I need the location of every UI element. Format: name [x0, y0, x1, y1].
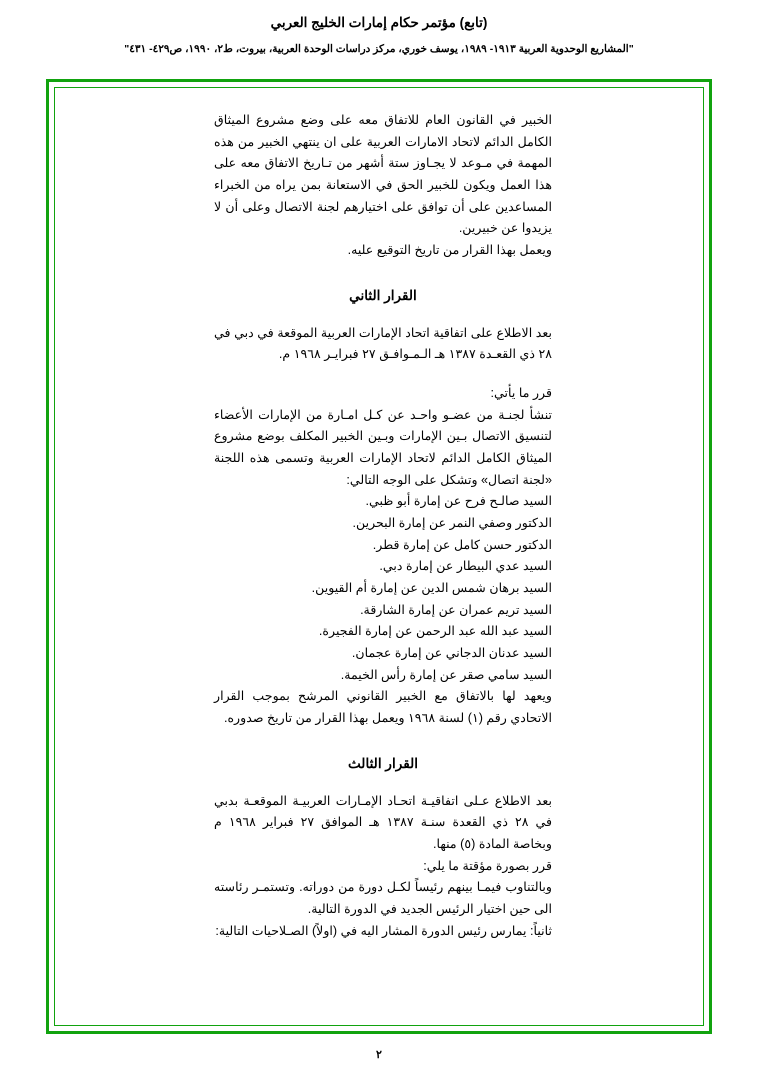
list-item: السيد تريم عمران عن إمارة الشارقة.	[360, 602, 552, 617]
page-title: (تابع) مؤتمر حكام إمارات الخليج العربي	[270, 15, 488, 30]
decision-three-heading: القرار الثالث	[347, 755, 419, 771]
document-body	[46, 110, 712, 942]
decision-two-preamble: بعد الاطلاع على اتفاقية اتحاد الإمارات العربية الموقعة في دبي في ٢٨ ذي القعـدة ١٣٨٧ هـ الـمـوافـق ٢٧ فبرايـر ١٩٦٨ م.	[214, 325, 552, 362]
list-item: السيد عدنان الدجاني عن إمارة عجمان.	[351, 645, 552, 660]
decision-three-lead: قرر بصورة مؤقتة ما يلي:	[423, 858, 552, 873]
decision-two-lead: قرر ما يأتي:	[490, 386, 552, 401]
decision-two-heading: القرار الثاني	[349, 287, 417, 303]
list-item: الدكتور حسن كامل عن إمارة قطر.	[372, 537, 552, 552]
decision-three-item-two: ثانياً: يمارس رئيس الدورة المشار اليه في (اولاً) الصـلاحيات التالية:	[215, 923, 552, 938]
list-item: السيد سامي صقر عن إمارة رأس الخيمة.	[340, 667, 552, 682]
list-item: الدكتور وصفي النمر عن إمارة البحرين.	[352, 515, 552, 530]
page-number: ٢	[376, 1049, 382, 1061]
list-item: السيد صالـح فرح عن إمارة أبو ظبي.	[365, 494, 552, 509]
decision-two-body: تنشأ لجنـة من عضـو واحـد عن كـل امـارة من الإمارات الأعضاء لتنسيق الاتصال بـين الإمارات وبـين الخبير المكلف بوضع مشروع الميثاق الكامل الدائم لاتحاد الإمارات العربية وتسمى هذه اللجنة «لجنة اتصال» وتشكل على الوجه التالي:	[214, 407, 552, 487]
page-header	[0, 0, 758, 57]
decision-three-preamble: بعد الاطلاع عـلى اتفاقيـة اتحـاد الإمـارات العربيـة الموقعـة بدبي في ٢٨ ذي القعدة سنـة ١٣٨٧ هـ الموافق ٢٧ فبراير ١٩٦٨ م وبخاصة المادة (٥) منها.	[214, 793, 553, 851]
source-citation: "المشاريع الوحدوية العربية ١٩١٣- ١٩٨٩، يوسف خوري، مركز دراسات الوحدة العربية، بيروت، ط٢، ١٩٩٠، ص٤٢٩- ٤٣١"	[124, 42, 634, 55]
committee-member-list	[214, 491, 552, 686]
intro-paragraph-close: ويعمل بهذا القرار من تاريخ التوقيع عليه.	[347, 242, 552, 257]
intro-paragraph: الخبير في القانون العام للاتفاق معه على وضع مشروع الميثاق الكامل الدائم لاتحاد الامارات العربية على ان ينتهي الخبير من هذه المهمة في مـوعد لا يجـاوز ستة أشهر من تـاريخ الاتفاق معه على هذا العمل ويكون للخبير الحق في الاستعانة بمن يراه من الخبراء المساعدين على أن توافق على اختيارهم لجنة الاتصال وعلى أن لا يزيدوا عن خبيرين.	[214, 113, 552, 236]
list-item: السيد عبد الله عبد الرحمن عن إمارة الفجيرة.	[318, 624, 552, 639]
list-item: السيد عدي البيطار عن إمارة دبي.	[379, 559, 552, 574]
decision-three-item-one: وبالتناوب فيمـا بينهم رئيساً لكـل دورة من دوراته. وتستمـر رئاسته الى حين اختيار الرئيس الجديد في الدورة التالية.	[214, 880, 552, 916]
decision-two-closing: ويعهد لها بالاتفاق مع الخبير القانوني المرشح بموجب القرار الاتحادي رقم (١) لسنة ١٩٦٨ ويعمل بهذا القرار من تاريخ صدوره.	[214, 689, 552, 725]
list-item: السيد برهان شمس الدين عن إمارة أم القيوين.	[311, 580, 552, 595]
